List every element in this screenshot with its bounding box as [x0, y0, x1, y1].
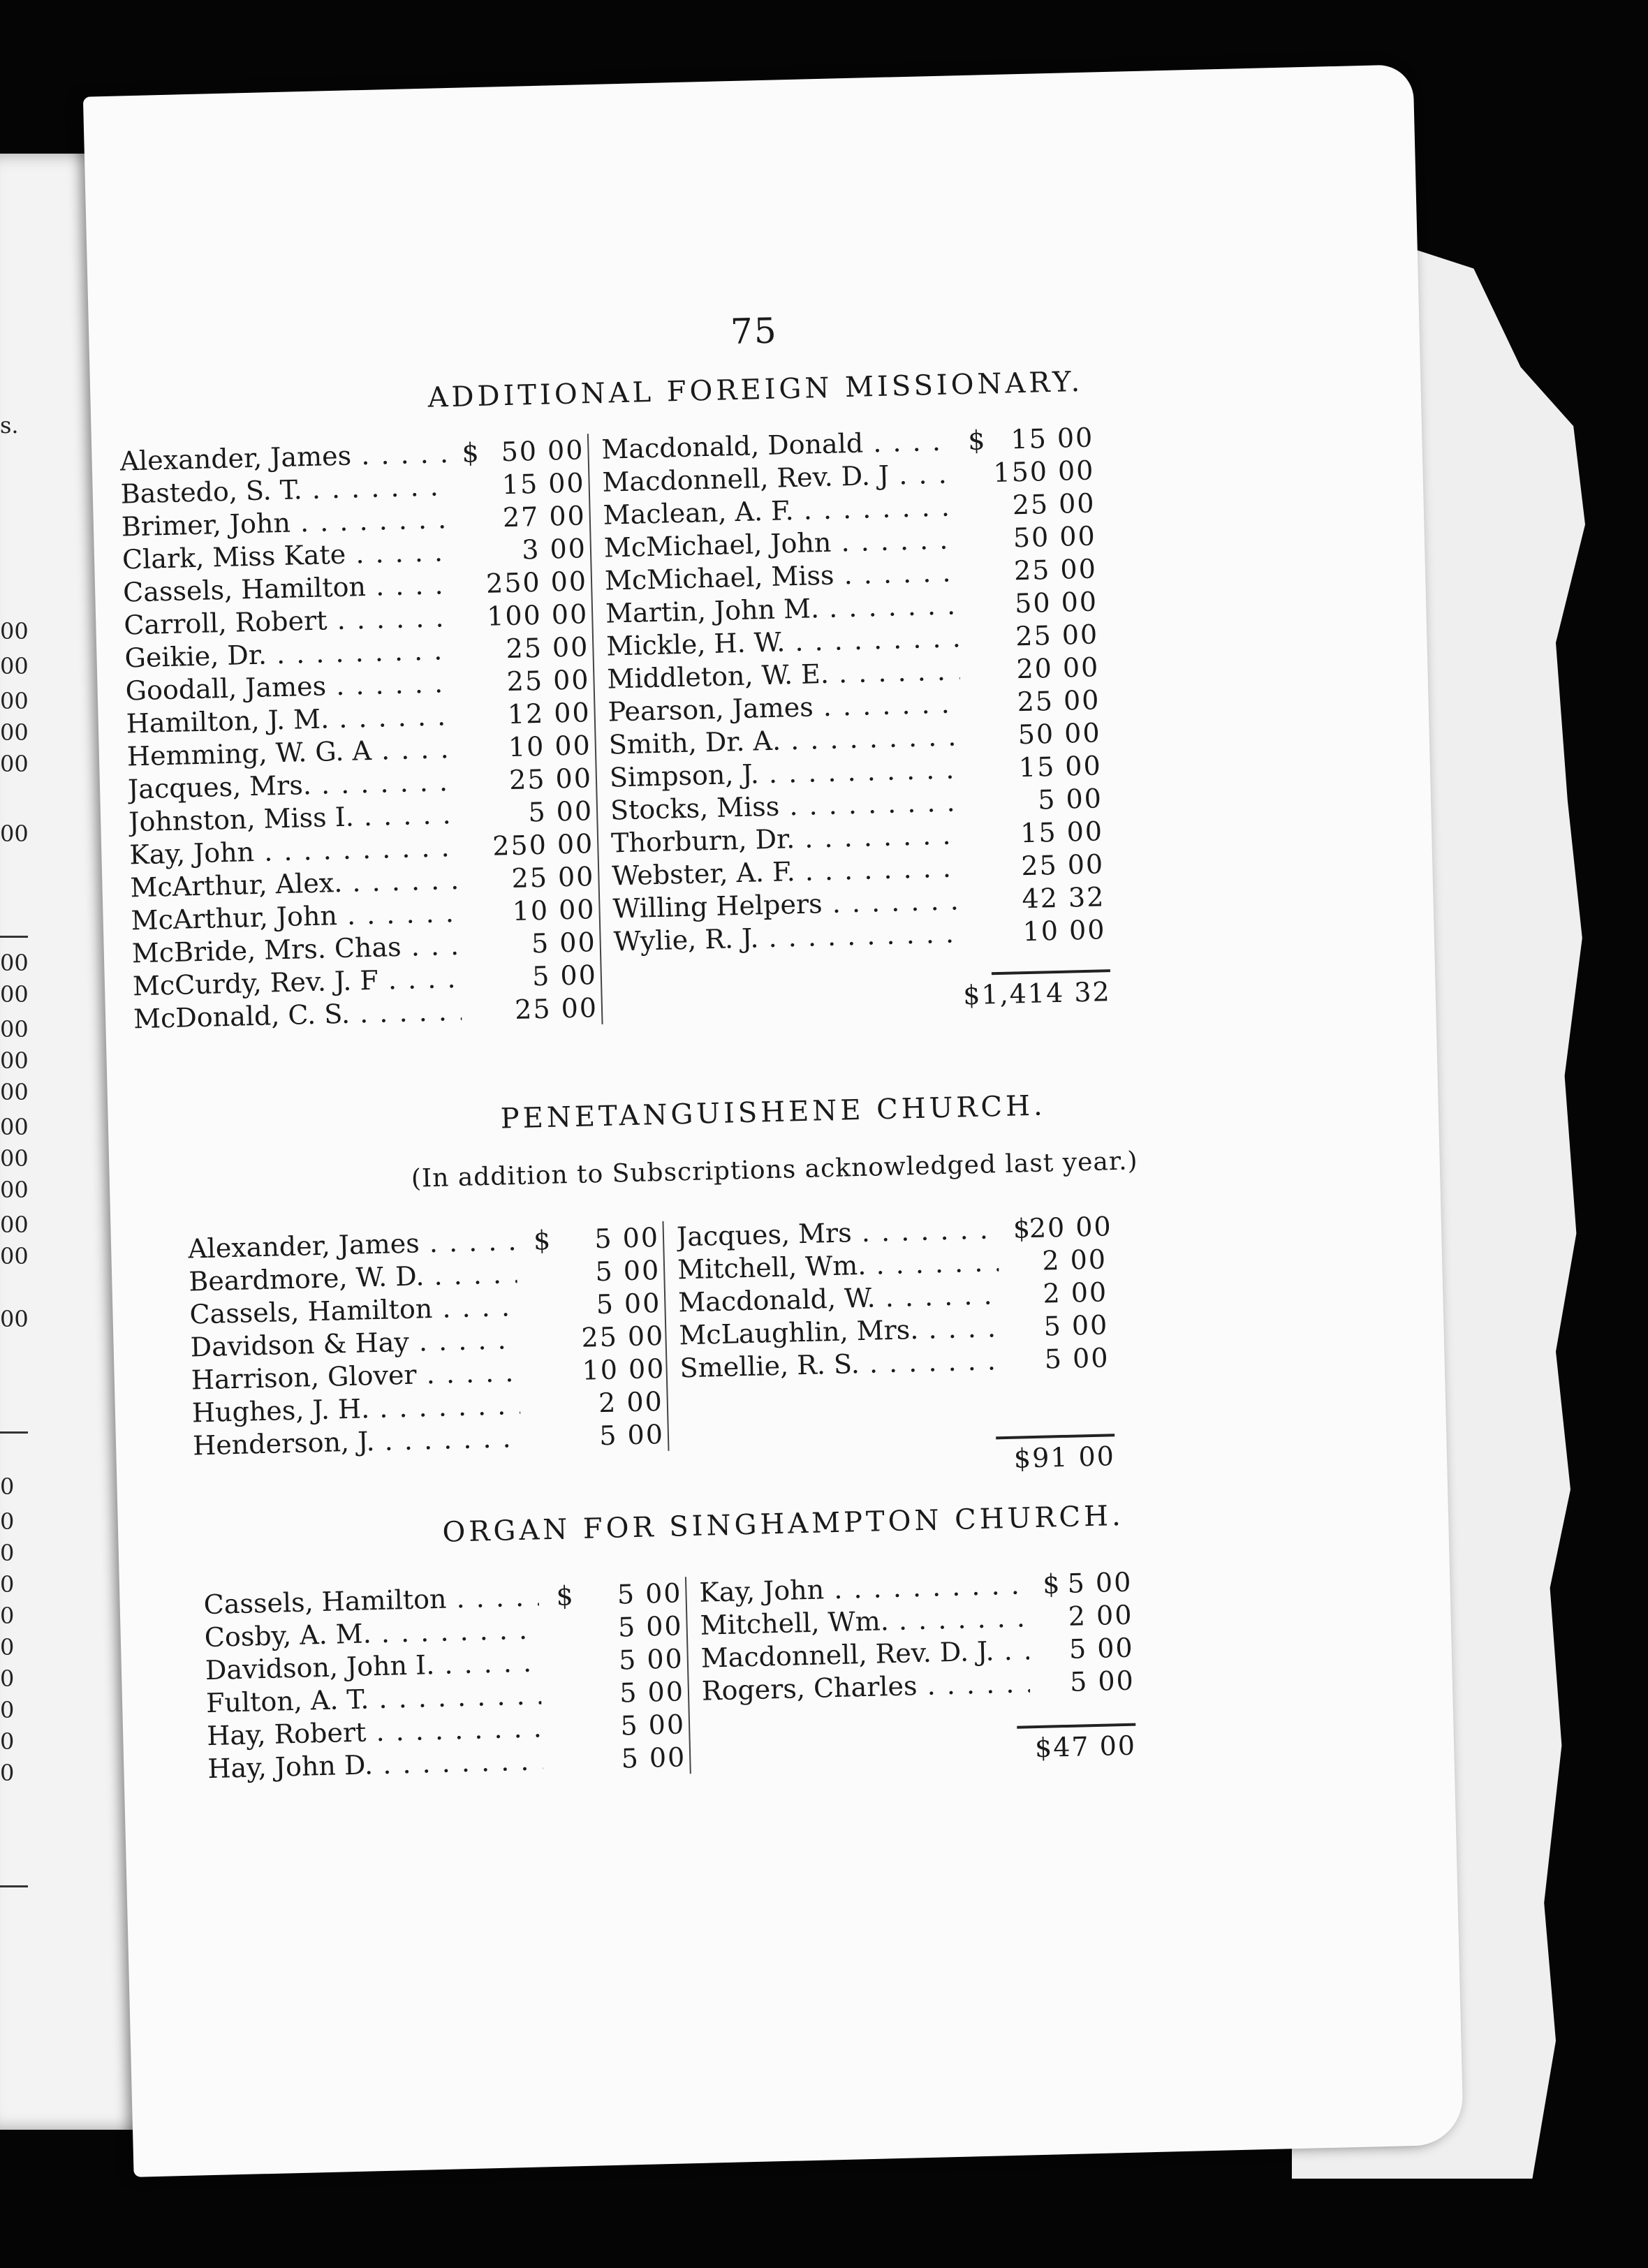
contribution-amount: 27 00: [502, 500, 587, 533]
left-page-fragment: 0: [0, 1634, 15, 1660]
contribution-amount: 25 00: [514, 992, 598, 1025]
contributor-name: Hemming, W. G. A . . .: [126, 732, 455, 773]
left-page-fragment: 0: [0, 1571, 15, 1598]
contribution-amount: 5 00: [1069, 1665, 1135, 1698]
contributor-name: Geikie, Dr. . . .: [124, 634, 453, 675]
contributor-name: Cassels, Hamilton . . .: [189, 1290, 518, 1331]
contribution-amount: 50 00: [1014, 586, 1098, 619]
contribution-amount: 5 00: [1068, 1632, 1135, 1665]
left-page-fragment: 00: [0, 1079, 29, 1105]
contributor-name: McBride, Mrs. Chas . . .: [131, 929, 460, 970]
contributor-name: Macdonald, W. . . .: [678, 1279, 1000, 1319]
left-page-fragment: 00: [0, 820, 29, 847]
left-page-fragment: 00: [0, 719, 29, 746]
contributor-name: Rogers, Charles . . .: [701, 1667, 1030, 1707]
section-note: (In addition to Subscriptions acknowledged last year.): [411, 1147, 1139, 1193]
left-page-rule: [0, 936, 28, 938]
contributor-name: Macdonnell, Rev. D. J. . . .: [700, 1634, 1029, 1674]
contribution-amount: 250 00: [485, 566, 588, 599]
contribution-amount: 5 00: [1043, 1309, 1109, 1342]
contributor-name: Goodall, James . . .: [125, 667, 454, 707]
left-page-fragment: s.: [0, 412, 19, 439]
contributor-name: Alexander, James . . .: [188, 1225, 517, 1265]
contributor-name: Willing Helpers . . .: [612, 884, 966, 925]
section-title: ORGAN FOR SINGHAMPTON CHURCH.: [442, 1499, 1125, 1549]
contributor-name: Smellie, R. S. . . .: [679, 1344, 1001, 1385]
contributor-name: McLaughlin, Mrs. . . .: [679, 1311, 1001, 1352]
contributor-name: Davidson & Hay . . .: [190, 1323, 519, 1364]
contribution-amount: 5 00: [598, 1418, 665, 1452]
left-page-rule: [0, 1431, 28, 1434]
contributor-name: Hay, John D. . . .: [207, 1744, 543, 1785]
contribution-amount: 5 00: [531, 959, 598, 992]
contributor-name: Harrison, Glover . . .: [191, 1356, 520, 1397]
contribution-amount: 25 00: [580, 1320, 665, 1353]
dollar-sign: $: [1013, 1213, 1031, 1244]
left-page-fragment: 0: [0, 1473, 15, 1500]
contributor-name: Mickle, H. W. . . .: [606, 621, 959, 663]
left-page-fragment: 00: [0, 751, 29, 777]
contributor-name: Davidson, John I. . . .: [205, 1646, 540, 1687]
contribution-amount: 5 00: [621, 1742, 686, 1774]
left-page-fragment: 00: [0, 653, 29, 679]
contribution-amount: 25 00: [508, 763, 593, 796]
contribution-amount: 50 00: [1013, 520, 1097, 554]
total-rule: [1017, 1723, 1135, 1729]
section-title: ADDITIONAL FOREIGN MISSIONARY.: [427, 365, 1084, 414]
contributor-name: McArthur, John . . .: [131, 897, 459, 937]
contributors-right-column: [601, 421, 1110, 958]
section-title: PENETANGUISHENE CHURCH.: [500, 1089, 1047, 1135]
contribution-amount: 15 00: [1010, 422, 1094, 455]
left-page-fragment: 0: [0, 1697, 15, 1723]
total-rule: [996, 1434, 1114, 1439]
dollar-sign: $: [1042, 1568, 1061, 1600]
contributor-name: Simpson, J. . . .: [609, 753, 962, 794]
contributor-name: McMichael, John . . .: [603, 523, 957, 564]
contributor-name: Thorburn, Dr. . . .: [611, 818, 964, 860]
contribution-amount: 250 00: [492, 828, 594, 862]
contribution-amount: 5 00: [527, 795, 594, 828]
contribution-amount: 2 00: [598, 1385, 664, 1419]
contribution-amount: 25 00: [1017, 684, 1101, 718]
contribution-amount: 10 00: [508, 730, 592, 763]
dollar-sign: $: [533, 1224, 551, 1256]
left-page-fragment: 00: [0, 1114, 29, 1140]
contribution-amount: 20 00: [1029, 1211, 1113, 1244]
contribution-amount: 15 00: [501, 467, 586, 501]
left-page-fragment: 00: [0, 1212, 29, 1238]
contributor-name: Cosby, A. M. . . .: [204, 1613, 540, 1654]
contribution-amount: 5 00: [618, 1643, 684, 1676]
contribution-amount: 5 00: [617, 1610, 684, 1643]
contribution-amount: 50 00: [1017, 717, 1102, 751]
total-rule: [992, 969, 1110, 975]
contributor-name: Stocks, Miss . . .: [610, 786, 964, 827]
contributor-name: Kay, John . . .: [699, 1568, 1028, 1609]
left-page-fragment: 00: [0, 1177, 29, 1203]
contributor-name: Mitchell, Wm. . . .: [700, 1601, 1029, 1642]
contributors-right-column: [699, 1566, 1135, 1708]
contributor-name: McCurdy, Rev. J. F . . .: [132, 962, 461, 1003]
contribution-amount: 150 00: [992, 455, 1095, 489]
contribution-amount: 100 00: [486, 598, 589, 632]
contribution-amount: 5 00: [594, 1222, 660, 1255]
contributor-name: Beardmore, W. D. . . .: [189, 1258, 517, 1298]
contributor-name: Maclean, A. F. . . .: [603, 490, 956, 531]
contribution-amount: 5 00: [619, 1676, 685, 1709]
contribution-amount: 3 00: [521, 533, 587, 566]
contribution-amount: 10 00: [1022, 914, 1106, 948]
section-total: $91 00: [1013, 1441, 1116, 1474]
left-page-fragment: 00: [0, 1047, 29, 1074]
contributor-name: Cassels, Hamilton . . .: [123, 568, 452, 609]
contributor-name: Macdonnell, Rev. D. J . . .: [602, 457, 955, 499]
contributor-name: Hay, Robert . . .: [207, 1711, 543, 1753]
left-page-fragment: 00: [0, 688, 29, 714]
dollar-sign: $: [556, 1580, 574, 1612]
contributor-name: Mitchell, Wm. . . .: [677, 1246, 999, 1286]
contribution-amount: 5 00: [596, 1288, 661, 1320]
contributors-left-column: [188, 1221, 670, 1463]
contribution-amount: 2 00: [1068, 1599, 1133, 1632]
contributor-name: McArthur, Alex. . . .: [130, 864, 459, 904]
contributor-name: Hamilton, J. M. . . .: [126, 700, 455, 740]
contribution-amount: 5 00: [531, 927, 597, 959]
contributor-name: McMichael, Miss . . .: [604, 556, 957, 597]
page-number: 75: [730, 310, 779, 353]
left-page-fragment: 0: [0, 1728, 15, 1755]
contribution-amount: 15 00: [1020, 816, 1104, 849]
contributor-name: Smith, Dr. A. . . .: [608, 720, 962, 761]
left-page-fragment: 0: [0, 1603, 15, 1629]
contribution-amount: 25 00: [1012, 487, 1096, 521]
contributor-name: Wylie, R. J. . . .: [613, 917, 966, 958]
contributor-name: Henderson, J. . . .: [193, 1422, 522, 1462]
contributor-name: Carroll, Robert . . .: [124, 601, 453, 642]
left-page-fragment: 00: [0, 950, 29, 976]
contributor-name: Webster, A. F. . . .: [612, 851, 965, 892]
left-page-fragment: 00: [0, 1243, 29, 1269]
contributor-name: Hughes, J. H. . . .: [191, 1389, 520, 1429]
contributor-name: Fulton, A. T. . . .: [206, 1679, 542, 1720]
contributor-name: Martin, John M. . . .: [605, 589, 959, 630]
contribution-amount: 50 00: [501, 434, 584, 468]
contributor-name: Alexander, James . . .: [119, 437, 448, 478]
contribution-amount: 25 00: [506, 631, 589, 665]
contributor-name: Brimer, John . . .: [121, 503, 450, 543]
contributors-right-column: [676, 1210, 1113, 1385]
left-page-fragment: 0: [0, 1508, 15, 1535]
left-page-fragment: 00: [0, 618, 29, 645]
contribution-amount: 10 00: [512, 894, 596, 927]
contributor-name: Pearson, James . . .: [608, 687, 961, 728]
contribution-amount: 12 00: [507, 697, 591, 730]
contribution-amount: 15 00: [1018, 750, 1103, 783]
left-page-fragment: 00: [0, 1145, 29, 1172]
contributor-name: Clark, Miss Kate . . .: [122, 536, 451, 576]
section-total: $47 00: [1034, 1730, 1137, 1764]
contributor-name: Jacques, Mrs. . . .: [128, 765, 457, 806]
contribution-amount: 2 00: [1041, 1244, 1108, 1276]
left-page-rule: [0, 1885, 28, 1887]
left-page-fragment: 00: [0, 981, 29, 1008]
left-page-fragment: 0: [0, 1760, 15, 1786]
contribution-amount: 42 32: [1022, 881, 1105, 915]
contributor-name: Johnston, Miss I. . . .: [128, 798, 457, 839]
document-page: [83, 64, 1464, 2177]
contributor-name: Macdonald, Donald . . .: [601, 425, 955, 466]
contribution-amount: 10 00: [582, 1353, 665, 1386]
left-page-fragment: 0: [0, 1665, 15, 1692]
contribution-amount: 25 00: [511, 861, 595, 894]
contribution-amount: 2 00: [1043, 1276, 1108, 1309]
contribution-amount: 5 00: [595, 1255, 661, 1288]
contributor-name: McDonald, C. S. . . .: [133, 995, 462, 1036]
contribution-amount: 25 00: [1020, 848, 1105, 882]
contributor-name: Jacques, Mrs . . .: [676, 1213, 998, 1253]
contribution-amount: 20 00: [1015, 651, 1100, 685]
contributor-name: Kay, John . . .: [129, 831, 458, 871]
contributor-name: Middleton, W. E. . . .: [607, 654, 960, 695]
contribution-amount: 5 00: [619, 1709, 686, 1742]
dollar-sign: $: [967, 425, 986, 456]
section-total: $1,414 32: [962, 976, 1112, 1011]
left-page-fragment: 00: [0, 1016, 29, 1043]
contribution-amount: 25 00: [1015, 619, 1099, 652]
contribution-amount: 5 00: [1037, 783, 1103, 816]
contributors-left-column: [119, 434, 603, 1036]
dollar-sign: $: [461, 437, 480, 469]
left-page-fragment: 00: [0, 1306, 29, 1332]
contribution-amount: 25 00: [506, 664, 591, 698]
left-page-fragment: 0: [0, 1540, 15, 1566]
contribution-amount: 25 00: [1013, 553, 1098, 587]
contribution-amount: 5 00: [617, 1577, 683, 1610]
contributor-name: Cassels, Hamilton . . .: [203, 1580, 539, 1621]
contributor-name: Bastedo, S. T. . . .: [120, 470, 449, 510]
contribution-amount: 5 00: [1067, 1566, 1133, 1599]
contributors-left-column: [203, 1577, 691, 1785]
contribution-amount: 5 00: [1044, 1342, 1110, 1375]
